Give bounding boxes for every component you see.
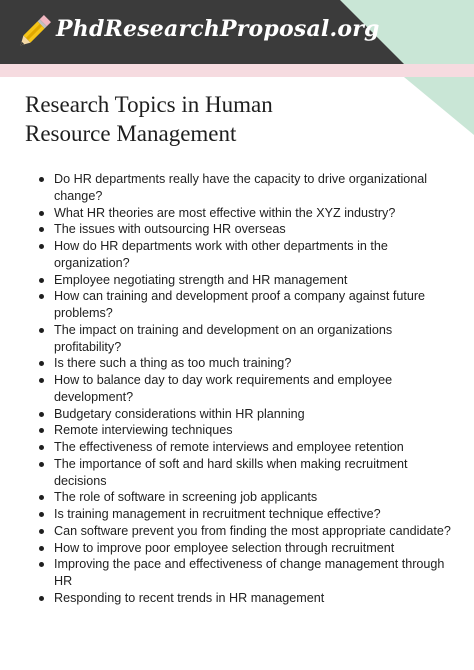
topic-item [54,238,454,272]
topic-item [54,439,454,456]
topic-text: How can training and development proof a company against future problems? [54,289,426,320]
topic-item [54,540,454,557]
topic-item [54,506,454,523]
topic-text: How do HR departments work with other departments in the organization? [54,239,388,270]
topic-text: Responding to recent trends in HR management [54,590,325,605]
bullet-icon [39,562,44,567]
topic-text: How to balance day to day work requirements and employee development? [54,373,393,404]
topic-text: The importance of soft and hard skills when making recruitment decisions [54,456,408,488]
bullet-icon [39,428,44,433]
topic-text: Remote interviewing techniques [54,423,233,438]
brand-logo-text: PhdResearchProposal.org [56,16,380,42]
topic-item [54,556,454,590]
bullet-icon [39,294,44,299]
topic-text: What HR theories are most effective within the XYZ industry? [54,205,396,220]
topic-item [54,590,454,607]
topic-item [54,422,454,439]
topic-text: Employee negotiating strength and HR management [54,272,348,287]
pencil-icon [14,12,54,52]
topic-text: Is there such a thing as too much training? [54,356,292,371]
topic-text: Improving the pace and effectiveness of change management through HR [54,557,445,588]
topic-text: Can software prevent you from finding the most appropriate candidate? [54,523,451,538]
topic-item [54,272,454,289]
topic-item [54,288,454,322]
bullet-icon [39,512,44,517]
bullet-icon [39,462,44,467]
topic-item [54,523,454,540]
bullet-icon [39,529,44,534]
accent-strip [0,64,474,77]
bullet-icon [39,546,44,551]
bullet-icon [39,244,44,249]
bullet-icon [39,177,44,182]
topic-text: Do HR departments really have the capacity to drive organizational change? [54,172,428,203]
page-title: Research Topics in Human Resource Management [25,92,273,146]
bullet-icon [39,378,44,383]
topic-item [54,372,454,406]
topic-item [54,489,454,506]
topic-text: The issues with outsourcing HR overseas [54,222,286,237]
topic-item [54,171,454,205]
topic-text: Budgetary considerations within HR planning [54,406,305,421]
topic-text: The effectiveness of remote interviews and employee retention [54,440,404,454]
topic-list [36,171,454,607]
topic-item [54,322,454,356]
topic-text: How to improve poor employee selection through recruitment [54,540,395,555]
bullet-icon [39,227,44,232]
bullet-icon [39,328,44,333]
bullet-icon [39,596,44,601]
bullet-icon [39,495,44,500]
bullet-icon [39,412,44,417]
topic-item [54,205,454,222]
bullet-icon [39,445,44,450]
topic-item [54,406,454,423]
topic-text: The impact on training and development on an organizations profitability? [54,322,393,354]
topic-text: Is training management in recruitment technique effective? [54,507,381,521]
bullet-icon [39,361,44,366]
bullet-icon [39,278,44,283]
topic-text: The role of software in screening job applicants [54,490,318,505]
topic-item [54,456,454,490]
bullet-icon [39,211,44,216]
topic-item [54,221,454,238]
topic-item [54,355,454,372]
